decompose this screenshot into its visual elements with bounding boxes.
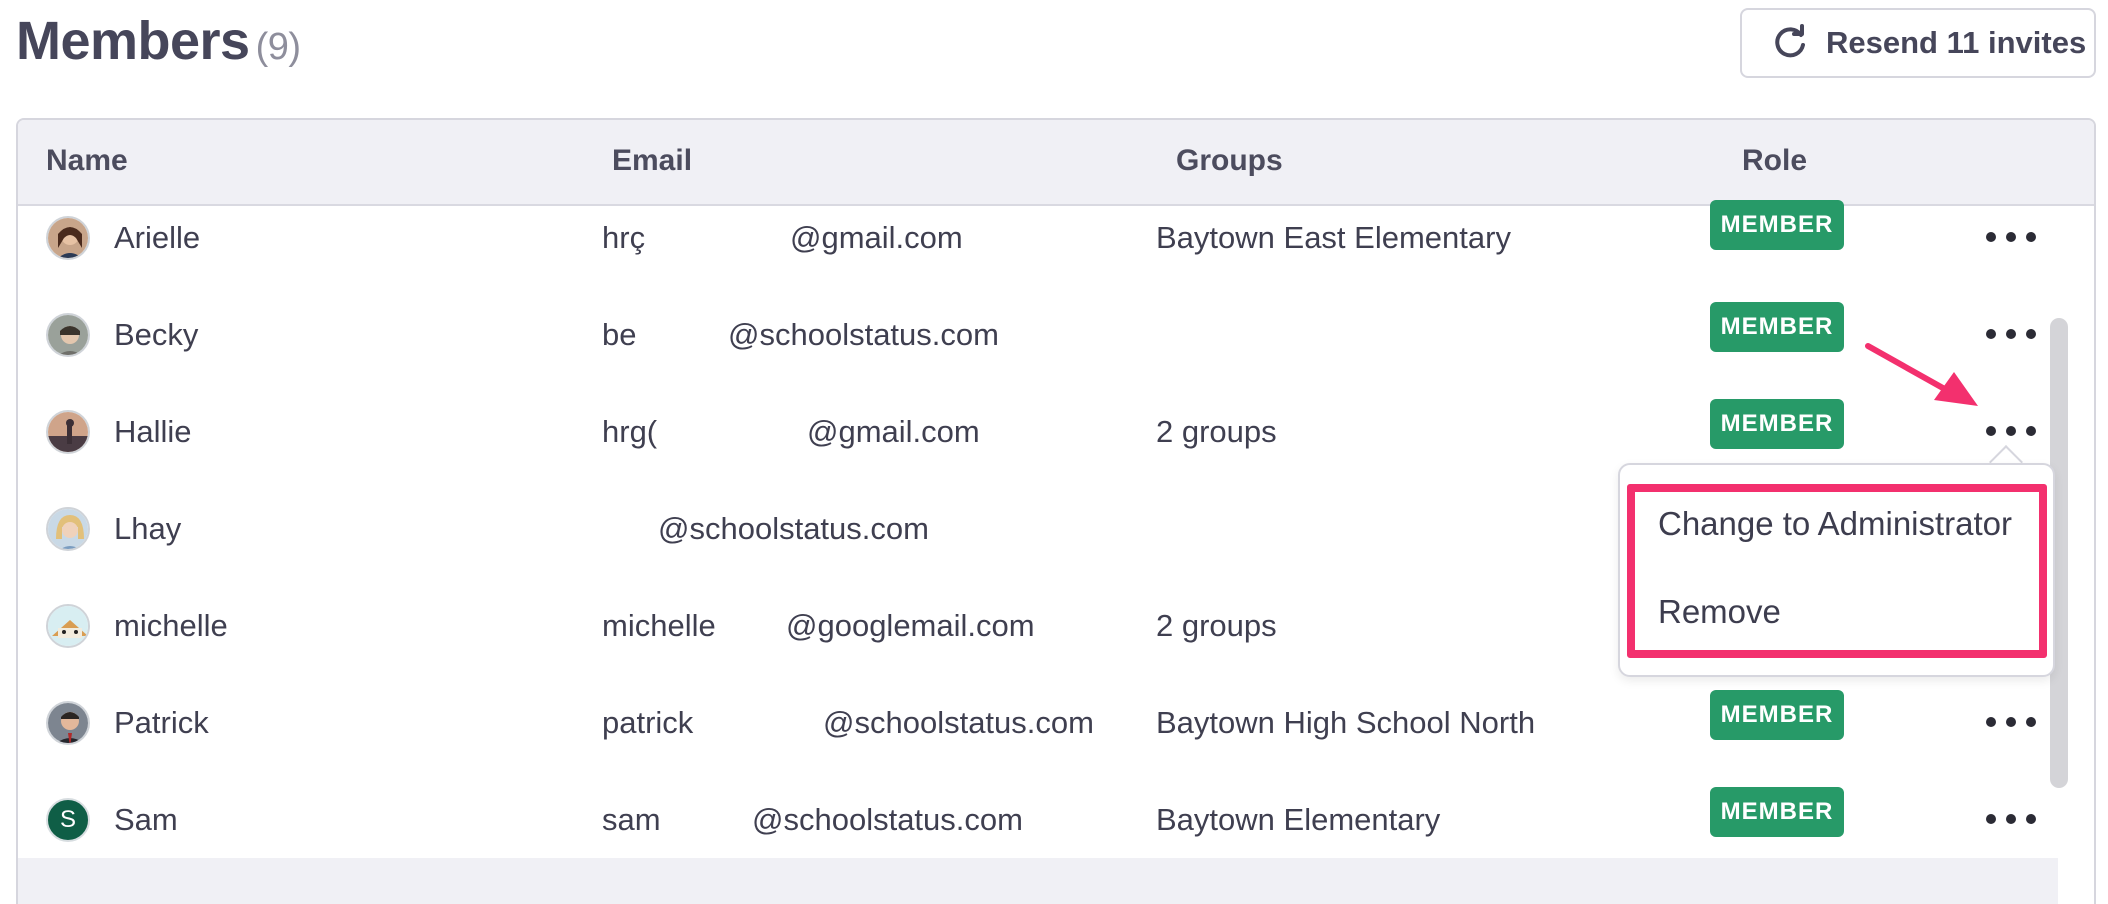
member-name[interactable]: Hallie	[114, 414, 192, 449]
member-groups: 2 groups	[1156, 608, 1277, 643]
table-row-partial	[18, 858, 2058, 904]
dot-icon	[2026, 814, 2036, 824]
email-domain: @googlemail.com	[786, 608, 1035, 643]
member-name[interactable]: Becky	[114, 317, 199, 352]
member-groups: Baytown Elementary	[1156, 802, 1441, 837]
role-badge: MEMBER	[1710, 302, 1844, 352]
table-row	[18, 200, 2058, 297]
email-domain: @gmail.com	[807, 414, 980, 449]
member-name[interactable]: Arielle	[114, 220, 201, 255]
column-header-email[interactable]: Email	[612, 144, 693, 177]
dot-icon	[2006, 232, 2016, 242]
row-actions-button[interactable]	[1986, 707, 2036, 737]
row-actions-button[interactable]	[1986, 319, 2036, 349]
email-prefix: hrç	[602, 220, 646, 255]
member-name[interactable]: Sam	[114, 802, 178, 837]
member-name[interactable]: Patrick	[114, 705, 209, 740]
dot-icon	[1986, 232, 1996, 242]
member-count: (9)	[255, 26, 301, 68]
table-row	[18, 685, 2058, 782]
email-prefix: michelle	[602, 608, 716, 643]
dot-icon	[1986, 814, 1996, 824]
avatar	[46, 216, 90, 260]
role-badge: MEMBER	[1710, 690, 1844, 740]
remove-menu-item[interactable]: Remove	[1658, 593, 1781, 630]
email-prefix: be	[602, 317, 637, 352]
email-domain: @schoolstatus.com	[658, 511, 929, 546]
member-groups: Baytown East Elementary	[1156, 220, 1511, 255]
page-title	[16, 10, 301, 72]
row-actions-button[interactable]	[1986, 804, 2036, 834]
resend-invites-button[interactable]	[1740, 8, 2096, 78]
dot-icon	[2026, 426, 2036, 436]
avatar	[46, 313, 90, 357]
dot-icon	[1986, 329, 1996, 339]
column-header-name[interactable]: Name	[46, 144, 128, 177]
dot-icon	[1986, 426, 1996, 436]
role-badge: MEMBER	[1710, 200, 1844, 250]
dot-icon	[2026, 232, 2036, 242]
dot-icon	[2026, 329, 2036, 339]
avatar	[46, 604, 90, 648]
email-prefix: patrick	[602, 705, 694, 740]
row-actions-menu	[1618, 463, 2055, 677]
role-badge: MEMBER	[1710, 399, 1844, 449]
dot-icon	[2026, 717, 2036, 727]
email-prefix: sam	[602, 802, 661, 837]
row-actions-button[interactable]	[1986, 222, 2036, 252]
email-domain: @schoolstatus.com	[728, 317, 999, 352]
column-header-groups[interactable]: Groups	[1176, 144, 1283, 177]
role-badge: MEMBER	[1710, 787, 1844, 837]
refresh-icon	[1770, 23, 1810, 63]
avatar	[46, 701, 90, 745]
email-domain: @schoolstatus.com	[752, 802, 1023, 837]
resend-invites-label: Resend 11 invites	[1826, 25, 2087, 60]
email-domain: @gmail.com	[790, 220, 963, 255]
page-title-text: Members	[16, 11, 250, 71]
member-name[interactable]: michelle	[114, 608, 228, 643]
member-groups: 2 groups	[1156, 414, 1277, 449]
avatar	[46, 410, 90, 454]
dot-icon	[2006, 426, 2016, 436]
dot-icon	[2006, 329, 2016, 339]
dot-icon	[1986, 717, 1996, 727]
table-row	[18, 297, 2058, 394]
avatar	[46, 507, 90, 551]
member-name[interactable]: Lhay	[114, 511, 182, 546]
email-domain: @schoolstatus.com	[823, 705, 1094, 740]
email-prefix: hrg(	[602, 414, 658, 449]
dot-icon	[2006, 717, 2016, 727]
member-groups: Baytown High School North	[1156, 705, 1536, 740]
table-header	[18, 120, 2094, 206]
row-actions-button[interactable]	[1986, 416, 2036, 446]
dot-icon	[2006, 814, 2016, 824]
change-to-administrator-menu-item[interactable]: Change to Administrator	[1658, 505, 2013, 542]
column-header-role[interactable]: Role	[1742, 144, 1808, 177]
avatar: S	[46, 798, 90, 842]
